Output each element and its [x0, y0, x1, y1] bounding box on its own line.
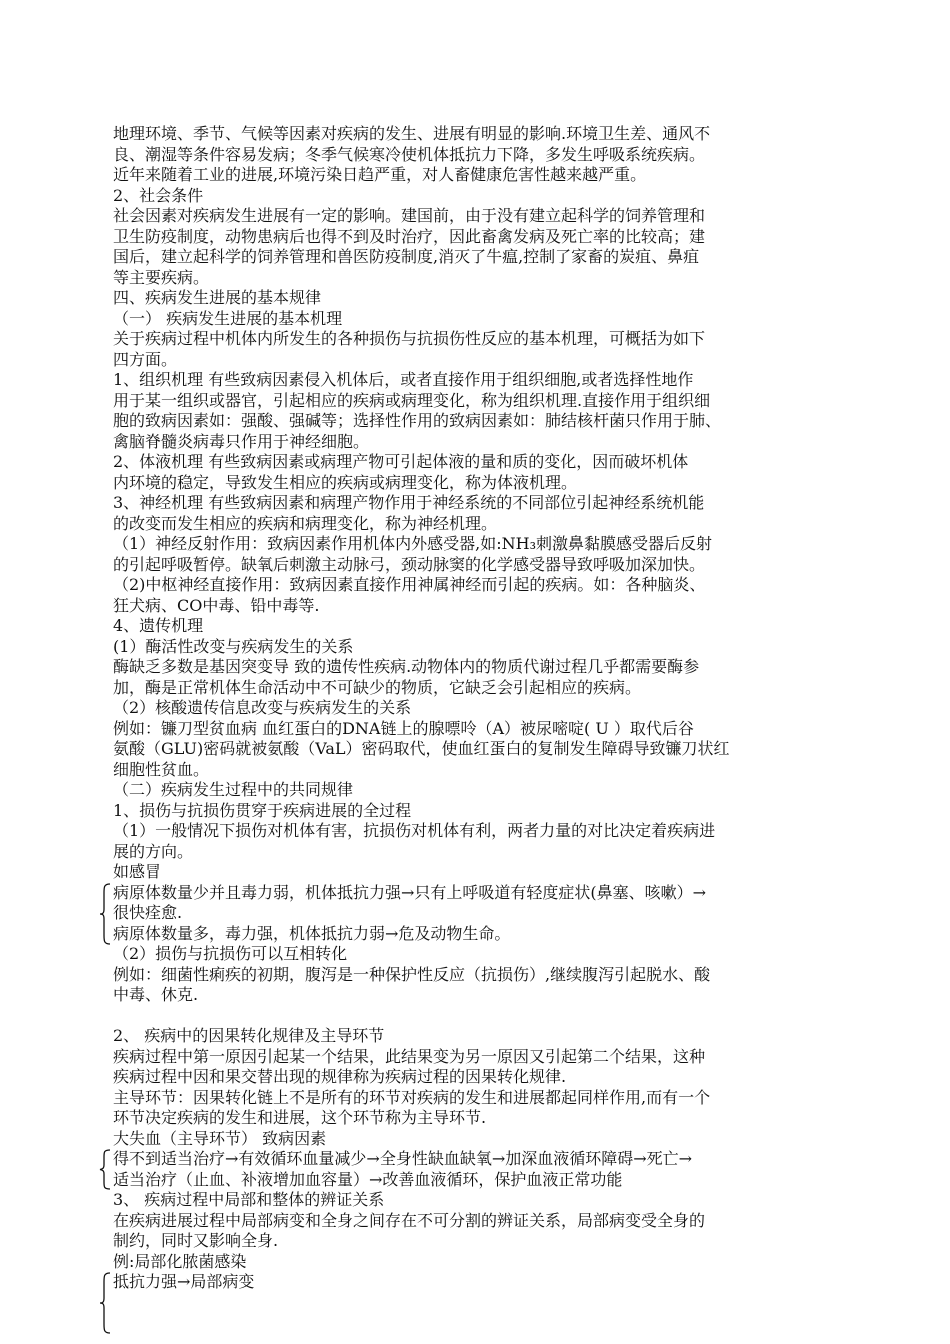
text-line: （1）神经反射作用：致病因素作用机体内外感受器,如:NH₃刺激鼻黏膜感受器后反射	[113, 534, 713, 553]
text-block-4	[113, 1190, 843, 1272]
brace-icon	[99, 883, 111, 945]
document-page	[113, 124, 843, 1334]
text-line: （2)中枢神经直接作用：致病因素直接作用神属神经而引起的疾病。如：各种脑炎、	[113, 575, 706, 594]
text-line: 抵抗力强→局部病变	[113, 1272, 255, 1291]
brace-group-blood-loss	[113, 1149, 843, 1190]
text-line: 制约，同时又影响全身.	[113, 1231, 279, 1250]
text-line: 四方面。	[113, 349, 178, 369]
text-line: 卫生防疫制度，动物患病后也得不到及时治疗，因此畜禽发病及死亡率的比较高；建	[113, 226, 706, 246]
text-line: 例如：镰刀型贫血病 血红蛋白的DNA链上的腺嘌呤（A）被尿嘧啶( U ）取代后谷	[113, 718, 694, 738]
text-line: （2）损伤与抗损伤可以互相转化	[113, 944, 348, 963]
text-line: （二）疾病发生过程中的共同规律	[113, 780, 354, 799]
text-line: 很快痊愈.	[113, 903, 183, 922]
brace-lines	[113, 883, 843, 945]
blank-line	[113, 1293, 843, 1314]
text-line: 胞的致病因素如：强酸、强碱等；选择性作用的致病因素如：肺结核杆菌只作用于肺、	[113, 411, 722, 430]
text-line: 禽脑脊髓炎病毒只作用于神经细胞。	[113, 431, 370, 451]
text-line: 1、组织机理 有些致病因素侵入机体后，或者直接作用于组织细胞,或者选择性地作	[113, 370, 694, 389]
text-line: 2、社会条件	[113, 185, 204, 205]
text-block-2	[113, 944, 843, 1006]
text-line: 四、疾病发生进展的基本规律	[113, 288, 322, 307]
text-line: 1、损伤与抗损伤贯穿于疾病进展的全过程	[113, 800, 412, 820]
blank-line	[113, 1006, 843, 1027]
text-line: 2、 疾病中的因果转化规律及主导环节	[113, 1026, 385, 1045]
text-line: 氨酸（GLU)密码就被氨酸（VaL）密码取代，使血红蛋白的复制发生障碍导致镰刀状红	[113, 739, 730, 758]
text-line: 2、体液机理 有些致病因素或病理产物可引起体液的量和质的变化，因而破坏机体	[113, 452, 689, 471]
text-line: 例如：细菌性痢疾的初期，腹泻是一种保护性反应（抗损伤）,继续腹泻引起脱水、酸	[113, 964, 711, 984]
text-line: 疾病过程中因和果交替出现的规律称为疾病过程的因果转化规律.	[113, 1067, 567, 1086]
brace-lines	[113, 1149, 843, 1190]
brace-icon	[99, 1272, 111, 1334]
brace-group-cold	[113, 883, 843, 945]
text-line: 病原体数量少并且毒力弱，机体抵抗力强→只有上呼吸道有轻度症状(鼻塞、咳嗽）→	[113, 882, 707, 902]
text-line: 大失血（主导环节） 致病因素	[113, 1128, 327, 1148]
text-line: 3、 疾病过程中局部和整体的辨证关系	[113, 1190, 385, 1209]
text-line: 等主要疾病。	[113, 267, 210, 287]
brace-lines	[113, 1272, 843, 1293]
text-line: 地理环境、季节、气候等因素对疾病的发生、进展有明显的影响.环境卫生差、通风不	[113, 124, 711, 143]
text-line: 如感冒	[113, 862, 162, 881]
text-line: （1）一般情况下损伤对机体有害，抗损伤对机体有利，两者力量的对比决定着疾病进	[113, 821, 716, 840]
text-line: 展的方向。	[113, 841, 194, 861]
text-line: 用于某一组织或器官，引起相应的疾病或病理变化，称为组织机理.直接作用于组织细	[113, 390, 711, 410]
text-block-3	[113, 1026, 843, 1149]
text-line: 病原体数量多，毒力强，机体抵抗力弱→危及动物生命。	[113, 923, 511, 943]
text-line: 中毒、休克.	[113, 985, 199, 1004]
text-line: 4、遗传机理	[113, 616, 204, 635]
text-line: 加，酶是正常机体生命活动中不可缺少的物质，它缺乏会引起相应的疾病。	[113, 677, 642, 697]
text-line: 狂犬病、CO中毒、铅中毒等.	[113, 595, 320, 615]
text-line: 例:局部化脓菌感染	[113, 1251, 247, 1271]
text-line: 在疾病进展过程中局部病变和全身之间存在不可分割的辨证关系，局部病变受全身的	[113, 1210, 706, 1230]
text-line: 得不到适当治疗→有效循环血量减少→全身性缺血缺氧→加深血液循环障碍→死亡→	[113, 1149, 693, 1168]
text-line: 酶缺乏多数是基因突变导 致的遗传性疾病.动物体内的物质代谢过程几乎都需要酶参	[113, 657, 700, 676]
text-line: 近年来随着工业的进展,环境污染日趋严重，对人畜健康危害性越来越严重。	[113, 165, 647, 184]
text-line: 主导环节：因果转化链上不是所有的环节对疾病的发生和进展都起同样作用,而有一个	[113, 1087, 711, 1107]
blank-line	[113, 1313, 843, 1334]
text-line: 细胞性贫血。	[113, 759, 210, 779]
text-line: 的改变而发生相应的疾病和病理变化，称为神经机理。	[113, 513, 498, 533]
text-line: 关于疾病过程中机体内所发生的各种损伤与抗损伤性反应的基本机理，可概括为如下	[113, 329, 706, 348]
text-line: 良、潮湿等条件容易发病；冬季气候寒冷使机体抵抗力下降，多发生呼吸系统疾病。	[113, 144, 706, 164]
text-line: 3、神经机理 有些致病因素和病理产物作用于神经系统的不同部位引起神经系统机能	[113, 493, 705, 512]
text-line: 环节决定疾病的发生和进展，这个环节称为主导环节.	[113, 1108, 487, 1127]
text-line: （2）核酸遗传信息改变与疾病发生的关系	[113, 698, 412, 717]
text-line: 的引起呼吸暂停。缺氧后刺激主动脉弓，颈动脉窦的化学感受器导致呼吸加深加快。	[113, 554, 706, 574]
text-line: 内环境的稳定，导致发生相应的疾病或病理变化，称为体液机理。	[113, 472, 578, 492]
text-line: 国后，建立起科学的饲养管理和兽医防疫制度,消灭了牛瘟,控制了家畜的炭疽、鼻疽	[113, 247, 700, 266]
text-line: (1）酶活性改变与疾病发生的关系	[113, 636, 354, 656]
brace-group-infection	[113, 1272, 843, 1334]
text-line: （一） 疾病发生进展的基本机理	[113, 308, 343, 328]
text-block-1	[113, 124, 843, 883]
text-line: 社会因素对疾病发生进展有一定的影响。建国前，由于没有建立起科学的饲养管理和	[113, 206, 706, 225]
brace-icon	[99, 1149, 111, 1190]
text-line: 疾病过程中第一原因引起某一个结果，此结果变为另一原因又引起第二个结果，这种	[113, 1046, 706, 1066]
text-line: 适当治疗（止血、补液增加血容量）→改善血液循环，保护血液正常功能	[113, 1169, 623, 1189]
